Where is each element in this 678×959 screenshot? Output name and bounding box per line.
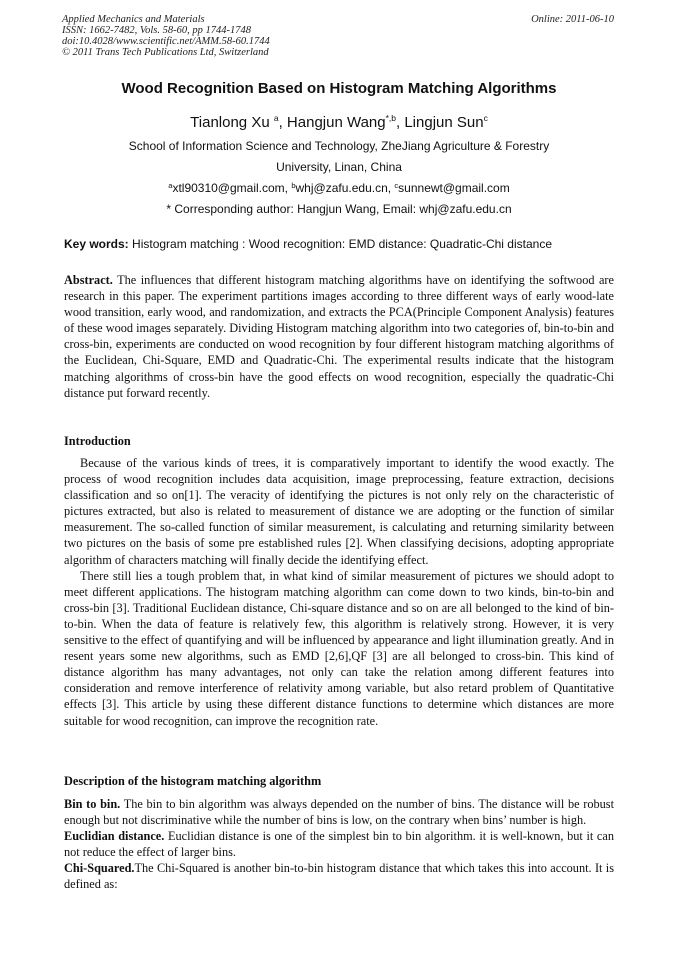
euclidian-label: Euclidian distance. <box>64 829 165 844</box>
bin-to-bin-paragraph <box>64 796 614 828</box>
email-a-sup: a <box>168 181 173 190</box>
abstract-text: The influences that different histogram matching algorithms have on identifying the softwood are research in this paper. The experiment partitions images according to three different ways of early wood-late wood transition, early wood, and randomization, and extracts the PCA(Principle Component Analysis) features of these wood images separately. Dividing Histogram matching algorithm into two categories of, bin-to-bin and cross-bin, experiments are conducted on wood recognition by four different histogram matching algorithms of the Euclidean, Chi-Square, EMD and Quadratic-Chi. The experimental results indicate that the histogram matching algorithms of cross-bin have the good effects on wood recognition, especially the quadratic-Chi distance put forward recently. <box>64 273 614 400</box>
email-a[interactable]: xtl90310@gmail.com, <box>172 181 292 195</box>
journal-header <box>62 14 270 58</box>
corresponding-author: * Corresponding author: Hangjun Wang, Email: whj@zafu.edu.cn <box>166 202 512 216</box>
copyright-line: © 2011 Trans Tech Publications Ltd, Switzerland <box>62 47 269 58</box>
keywords-text: Histogram matching : Wood recognition: EMD distance: Quadratic-Chi distance <box>128 237 552 251</box>
doi-line: doi:10.4028/www.scientific.net/AMM.58-60.1744 <box>62 36 270 47</box>
author-3-sup: c <box>483 113 488 123</box>
author-2: Hangjun Wang <box>286 114 386 131</box>
email-line <box>0 181 678 195</box>
intro-paragraph-2: There still lies a tough problem that, in what kind of similar measurement of pictures we should adopt to meet different applications. The histogram matching algorithm can come down to two kinds, bin-to-bin and cross-bin [3]. Traditional Euclidean distance, Chi-square distance and so on are all belonged to the kind of bin-to-bin. When the data of feature is relatively few, this algorithm is relatively strong. However, it is very sensitive to the effect of quantifying and will be influenced by appearance and light illumination greatly. And in resent years some new algorithms, such as EMD [2,6],QF [3] are all belonged to cross-bin. This kind of distance algorithm has many advantages, not only can take the relation among different features into consideration and remove interference of relativity among variable, but also retard problem of Quantitative effects [3]. This article by using these different distance functions to determine which distances are more suitable for wood recognition, can improve the recognition rate. <box>64 568 614 728</box>
chi-squared-label: Chi-Squared. <box>64 861 135 876</box>
author-2-sup: *,b <box>385 113 396 123</box>
euclidian-paragraph <box>64 828 614 860</box>
euclidian-text: Euclidian distance is one of the simplest bin to bin algorithm. it is well-known, but it can not reduce the effect of larger bins. <box>64 829 614 860</box>
introduction-heading: Introduction <box>64 434 131 448</box>
affiliation-line-2: University, Linan, China <box>276 160 402 174</box>
keywords <box>64 237 624 251</box>
email-b[interactable]: whj@zafu.edu.cn, <box>295 181 395 195</box>
introduction-body <box>64 455 614 729</box>
author-1: Tianlong Xu <box>190 114 270 131</box>
abstract-label: Abstract. <box>64 273 113 287</box>
email-c-sup: c <box>394 181 399 190</box>
paper-title: Wood Recognition Based on Histogram Matching Algorithms <box>121 80 557 97</box>
description-body <box>64 796 614 893</box>
affiliation-line-1: School of Information Science and Technology, ZheJiang Agriculture & Forestry <box>128 139 550 153</box>
online-date: Online: 2011-06-10 <box>531 14 614 25</box>
issn-line: ISSN: 1662-7482, Vols. 58-60, pp 1744-1748 <box>62 25 251 36</box>
chi-squared-text: The Chi-Squared is another bin-to-bin histogram distance that which takes this into account. It is defined as: <box>64 861 614 892</box>
author-1-sup: a <box>273 113 279 123</box>
bin-to-bin-text: The bin to bin algorithm was always depended on the number of bins. The distance will be robust enough but not discriminative while the number of bins is low, on the contrary when bins’ number is high. <box>64 797 614 828</box>
chi-squared-paragraph <box>64 860 614 892</box>
description-heading: Description of the histogram matching algorithm <box>64 774 322 788</box>
keywords-label: Key words: <box>64 237 129 251</box>
abstract <box>64 272 614 401</box>
email-c[interactable]: sunnewt@gmail.com <box>398 181 510 195</box>
bin-to-bin-label: Bin to bin. <box>64 797 121 811</box>
author-3: Lingjun Sun <box>404 114 484 131</box>
intro-paragraph-1: Because of the various kinds of trees, it is comparatively important to identify the wood exactly. The process of wood recognition includes data acquisition, image preprocessing, feature extraction, decisions classification and so on[1]. The veracity of identifying the pictures is not only rely on the characteristic of pictures extracted, but also is related to measurement of distance we are adopting or the function of similar measurement. The so-called function of similar measurement, is calculating and returning similarity between two pictures on the basis of some pre established rules [2]. When classifying decisions, adopting appropriate algorithm of characters matching will finally decide the identifying effect. <box>64 456 614 567</box>
journal-name: Applied Mechanics and Materials <box>62 14 205 25</box>
author-list: Tianlong Xu $^a$, Hangjun Wang$^{*,b}$, Lingjun Sun$^c$ <box>190 113 488 131</box>
email-b-sup: b <box>291 181 296 190</box>
